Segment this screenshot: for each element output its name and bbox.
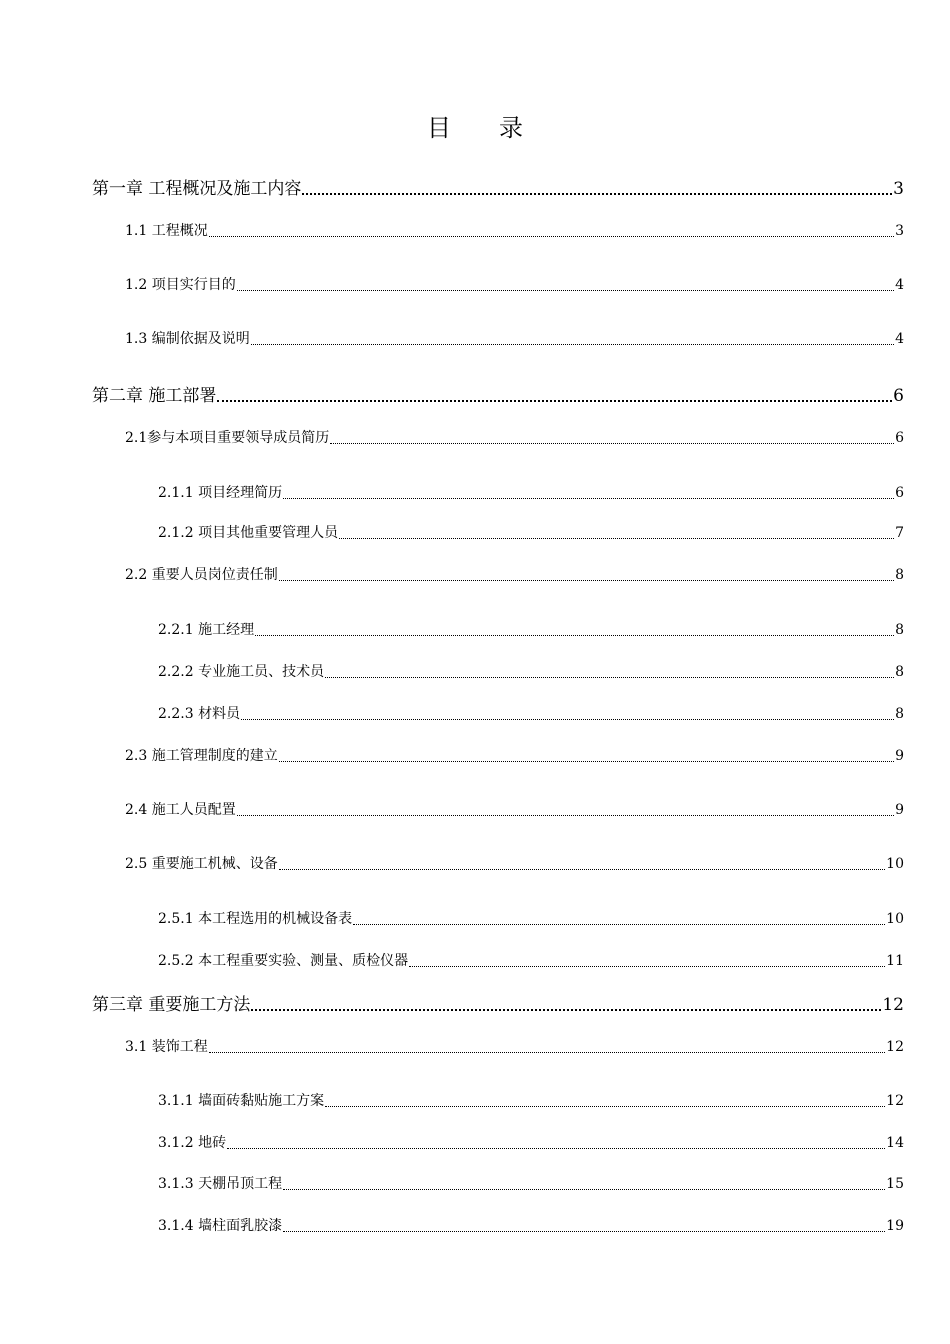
toc-entry-page: 11 xyxy=(886,953,904,969)
toc-entry[interactable] xyxy=(125,427,904,447)
toc-entry-label: 1.1 工程概况 xyxy=(125,223,208,239)
dot-leader xyxy=(339,538,894,539)
dot-leader xyxy=(251,1009,881,1011)
toc-entry-label: 2.5.1 本工程选用的机械设备表 xyxy=(158,911,353,927)
toc-entry-page: 10 xyxy=(886,911,904,927)
dot-leader xyxy=(251,344,894,345)
dot-leader xyxy=(409,966,885,967)
toc-entry[interactable] xyxy=(158,908,904,928)
dot-leader xyxy=(279,761,894,762)
toc-entry[interactable] xyxy=(158,703,904,723)
toc-entry-page: 6 xyxy=(893,386,904,406)
toc-entry-page: 15 xyxy=(886,1176,904,1192)
toc-entry[interactable] xyxy=(125,1036,904,1056)
toc-entry-label: 3.1 装饰工程 xyxy=(125,1039,208,1055)
dot-leader xyxy=(283,498,894,499)
toc-entry-label: 第二章 施工部署 xyxy=(92,386,217,406)
dot-leader xyxy=(283,1231,885,1232)
toc-entry-page: 4 xyxy=(895,331,904,347)
dot-leader xyxy=(209,236,894,237)
toc-entry-page: 8 xyxy=(895,664,904,680)
toc-entry-label: 2.2.1 施工经理 xyxy=(158,622,255,638)
dot-leader xyxy=(237,290,894,291)
dot-leader xyxy=(325,1106,885,1107)
toc-entry-label: 3.1.3 天棚吊顶工程 xyxy=(158,1176,283,1192)
toc-entry-page: 8 xyxy=(895,567,904,583)
toc-entry[interactable] xyxy=(158,522,904,542)
toc-entry-page: 9 xyxy=(895,748,904,764)
toc-entry[interactable] xyxy=(158,482,904,502)
toc-entry[interactable] xyxy=(125,328,904,348)
toc-entry-label: 3.1.2 地砖 xyxy=(158,1135,227,1151)
toc-entry-page: 8 xyxy=(895,622,904,638)
dot-leader xyxy=(241,719,894,720)
toc-entry[interactable] xyxy=(92,381,904,406)
toc-entry-page: 19 xyxy=(886,1218,904,1234)
toc-entry-label: 2.5 重要施工机械、设备 xyxy=(125,856,278,872)
dot-leader xyxy=(283,1189,885,1190)
toc-entry-label: 2.1.1 项目经理简历 xyxy=(158,485,283,501)
toc-entry-page: 3 xyxy=(893,179,904,199)
toc-entry-page: 4 xyxy=(895,277,904,293)
toc-entry[interactable] xyxy=(158,1215,904,1235)
toc-entry-page: 8 xyxy=(895,706,904,722)
toc-entry-label: 2.2 重要人员岗位责任制 xyxy=(125,567,278,583)
toc-entry[interactable] xyxy=(158,950,904,970)
toc-entry[interactable] xyxy=(125,220,904,240)
toc-entry[interactable] xyxy=(158,1132,904,1152)
dot-leader xyxy=(353,924,885,925)
toc-entry-label: 第一章 工程概况及施工内容 xyxy=(92,179,302,199)
dot-leader xyxy=(279,869,885,870)
toc-entry-page: 10 xyxy=(886,856,904,872)
dot-leader xyxy=(227,1148,885,1149)
toc-entry-label: 2.5.2 本工程重要实验、测量、质检仪器 xyxy=(158,953,409,969)
dot-leader xyxy=(325,677,894,678)
dot-leader xyxy=(209,1052,885,1053)
toc-entry-label: 2.4 施工人员配置 xyxy=(125,802,236,818)
toc-entry[interactable] xyxy=(125,564,904,584)
toc-entry-label: 3.1.1 墙面砖黏贴施工方案 xyxy=(158,1093,325,1109)
toc-entry-label: 3.1.4 墙柱面乳胶漆 xyxy=(158,1218,283,1234)
toc-entry[interactable] xyxy=(125,274,904,294)
dot-leader xyxy=(302,193,892,195)
dot-leader xyxy=(330,443,894,444)
toc-entry-label: 1.3 编制依据及说明 xyxy=(125,331,250,347)
toc-entry-label: 2.2.2 专业施工员、技术员 xyxy=(158,664,325,680)
toc-entry[interactable] xyxy=(92,990,904,1015)
toc-entry-page: 12 xyxy=(886,1093,904,1109)
toc-entry[interactable] xyxy=(92,174,904,199)
dot-leader xyxy=(237,815,894,816)
toc-entry[interactable] xyxy=(125,853,904,873)
toc-entry-label: 2.3 施工管理制度的建立 xyxy=(125,748,278,764)
toc-entry[interactable] xyxy=(125,799,904,819)
toc-entry-page: 6 xyxy=(895,485,904,501)
toc-entry[interactable] xyxy=(125,745,904,765)
toc-title-char-1: 目 xyxy=(427,114,451,142)
toc-entry[interactable] xyxy=(158,1090,904,1110)
dot-leader xyxy=(217,400,892,402)
toc-entry-label: 2.1参与本项目重要领导成员简历 xyxy=(125,430,330,446)
toc-entry-page: 12 xyxy=(886,1039,904,1055)
toc-entry-label: 1.2 项目实行目的 xyxy=(125,277,236,293)
toc-entry[interactable] xyxy=(158,619,904,639)
toc-entry-page: 14 xyxy=(886,1135,904,1151)
toc-entry-page: 6 xyxy=(895,430,904,446)
toc-title xyxy=(0,108,950,143)
dot-leader xyxy=(255,635,894,636)
toc-entry[interactable] xyxy=(158,1173,904,1193)
toc-entry-label: 2.2.3 材料员 xyxy=(158,706,241,722)
dot-leader xyxy=(279,580,894,581)
toc-entry-label: 2.1.2 项目其他重要管理人员 xyxy=(158,525,339,541)
toc-title-char-2: 录 xyxy=(499,114,523,142)
toc-entry-page: 9 xyxy=(895,802,904,818)
toc-entry[interactable] xyxy=(158,661,904,681)
toc-entry-page: 3 xyxy=(895,223,904,239)
toc-entry-page: 7 xyxy=(895,525,904,541)
toc-entry-label: 第三章 重要施工方法 xyxy=(92,995,251,1015)
toc-entry-page: 12 xyxy=(882,995,904,1015)
